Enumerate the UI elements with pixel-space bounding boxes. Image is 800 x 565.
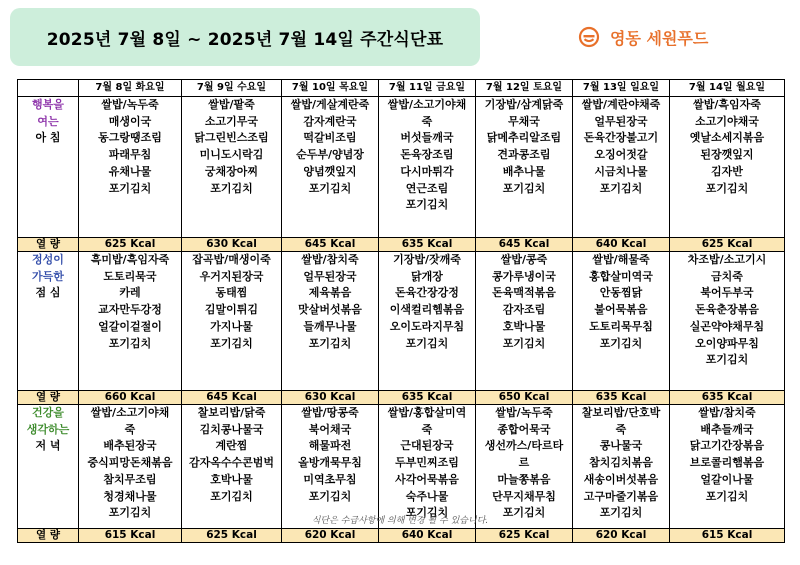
calorie-value: 630 Kcal — [282, 391, 379, 405]
menu-item: 쌀밥/땅콩죽 — [301, 406, 359, 419]
company-logo — [578, 22, 708, 52]
calorie-label: 열 량 — [18, 529, 79, 543]
menu-item: 배추나물 — [502, 164, 546, 178]
day-header: 7월 12일 토요일 — [476, 80, 573, 97]
menu-item: 쌀밥/녹두죽 — [101, 98, 159, 111]
day-header: 7월 8일 화요일 — [79, 80, 182, 97]
menu-item: 실곤약야채무침 — [689, 319, 765, 333]
calorie-row — [18, 391, 785, 405]
calorie-value: 640 Kcal — [573, 238, 670, 252]
meal-label — [18, 252, 79, 391]
meal-row — [18, 405, 785, 529]
menu-cell — [282, 252, 379, 391]
menu-item: 두부민찌조림 — [395, 456, 459, 470]
footnote: 식단은 수급사항에 의해 변경 될 수 있습니다. — [311, 516, 489, 526]
menu-item: 포기김치 — [705, 353, 749, 367]
menu-item: 떡갈비조림 — [303, 131, 357, 145]
meal-label-line: 정성이 — [32, 253, 64, 266]
title-banner — [10, 8, 480, 66]
menu-item: 미역초무침 — [303, 472, 357, 486]
menu-item: 미니도시락김 — [199, 148, 264, 162]
calorie-value: 625 Kcal — [670, 238, 785, 252]
calorie-value: 645 Kcal — [476, 238, 573, 252]
menu-item: 잡곡밥/매생이죽 — [192, 253, 271, 266]
menu-item: 금치죽 — [711, 269, 743, 283]
menu-item: 동그랑땡조림 — [98, 131, 162, 145]
menu-cell — [476, 97, 573, 238]
menu-item: 이색컬리헴볶음 — [389, 303, 465, 317]
menu-item: 포기김치 — [405, 506, 449, 520]
menu-item: 콩나물국 — [599, 439, 643, 453]
menu-item: 도토리묵무침 — [589, 319, 653, 333]
menu-item: 청경채나물 — [103, 489, 157, 503]
menu-item: 사각어묵볶음 — [395, 472, 459, 486]
menu-item: 포기김치 — [705, 181, 749, 195]
calorie-row — [18, 529, 785, 543]
menu-item: 버섯들깨국 — [400, 131, 454, 145]
menu-item: 김자반 — [711, 164, 743, 178]
menu-cell — [476, 252, 573, 391]
page-title: 2025년 7월 8일 ~ 2025년 7월 14일 주간식단표 — [46, 29, 444, 50]
calorie-value: 650 Kcal — [476, 391, 573, 405]
meal-label-line: 점 심 — [35, 286, 61, 300]
menu-item: 된장깻잎지 — [700, 148, 754, 162]
menu-item: 포기김치 — [599, 181, 643, 195]
menu-item: 북어채국 — [308, 422, 352, 436]
menu-item: 포기김치 — [210, 336, 253, 350]
menu-item: 종합어묵국 — [497, 422, 551, 436]
menu-item: 감자조림 — [502, 303, 546, 317]
menu-item: 소고기무국 — [204, 114, 259, 128]
menu-item: 오이도라지무침 — [389, 319, 465, 333]
menu-item: 계란찜 — [215, 439, 248, 453]
menu-item: 마늘쫑볶음 — [497, 472, 551, 486]
calorie-value: 625 Kcal — [476, 529, 573, 543]
menu-item: 쌀밥/게살계란죽 — [290, 98, 370, 111]
menu-item: 가지나물 — [210, 319, 253, 333]
calorie-value: 660 Kcal — [79, 391, 182, 405]
menu-item: 새송이버섯볶음 — [583, 472, 659, 486]
menu-item: 오이양파무침 — [695, 336, 759, 350]
calorie-value: 625 Kcal — [79, 238, 182, 252]
menu-item: 찰보리밥/닭죽 — [197, 406, 266, 419]
menu-item: 유채나물 — [108, 164, 152, 178]
meal-label-line: 건강을 — [32, 406, 64, 419]
menu-item: 중식피망돈채볶음 — [87, 456, 173, 470]
menu-item: 배추들깨국 — [700, 422, 754, 436]
menu-item: 포기김치 — [308, 489, 352, 503]
menu-item: 쌀밥/팥죽 — [208, 98, 255, 111]
menu-item: 돈육간장강정 — [395, 286, 459, 300]
menu-item: 감자계란국 — [303, 114, 357, 128]
menu-item: 연근조림 — [405, 181, 449, 195]
calorie-value: 645 Kcal — [282, 238, 379, 252]
calorie-value: 645 Kcal — [182, 391, 282, 405]
menu-item: 쌀밥/소고기야채 — [387, 98, 467, 111]
menu-item: 다시마튀각 — [400, 164, 454, 178]
menu-item: 차조밥/소고기시 — [687, 253, 767, 266]
menu-item: 닭그린빈스조림 — [194, 131, 269, 145]
calorie-value: 630 Kcal — [182, 238, 282, 252]
meal-row — [18, 252, 785, 391]
meal-label-line: 가득한 — [32, 269, 64, 283]
menu-item: 포기김치 — [210, 181, 253, 195]
meal-row — [18, 97, 785, 238]
menu-cell — [573, 97, 670, 238]
menu-item: 숙주나물 — [405, 489, 449, 503]
menu-item: 포기김치 — [599, 506, 643, 520]
day-header-row — [18, 80, 785, 97]
menu-item: 김말이튀김 — [204, 303, 259, 317]
menu-cell — [379, 97, 476, 238]
meal-label-line: 저 녁 — [35, 439, 61, 453]
menu-item: 감자옥수수콘범벅 — [188, 456, 274, 470]
menu-item: 돈육맥적볶음 — [492, 286, 556, 300]
menu-item: 배추된장국 — [103, 439, 157, 453]
day-header: 7월 9일 수요일 — [182, 80, 282, 97]
calorie-value: 625 Kcal — [182, 529, 282, 543]
calorie-value: 620 Kcal — [282, 529, 379, 543]
menu-item: 얼갈이겉절이 — [98, 319, 162, 333]
menu-item: 닭개장 — [411, 269, 443, 283]
calorie-value: 635 Kcal — [670, 391, 785, 405]
calorie-label: 열 량 — [18, 391, 79, 405]
menu-item: 무채국 — [508, 114, 540, 128]
calorie-value: 635 Kcal — [573, 391, 670, 405]
menu-item: 쌀밥/콩죽 — [500, 253, 548, 266]
menu-item: 포기김치 — [599, 336, 643, 350]
menu-item: 포기김치 — [502, 506, 546, 520]
day-header: 7월 14일 월요일 — [670, 80, 785, 97]
menu-item: 파래무침 — [108, 148, 152, 162]
menu-item: 시금치나물 — [594, 164, 648, 178]
menu-item: 포기김치 — [705, 489, 749, 503]
menu-item: 죽 — [421, 114, 433, 128]
menu-item: 포기김치 — [210, 489, 253, 503]
menu-item: 브로콜리햄볶음 — [689, 456, 765, 470]
menu-item: 올방개묵무침 — [298, 456, 362, 470]
menu-item: 옛날소세지볶음 — [689, 131, 765, 145]
menu-item: 제육볶음 — [308, 286, 352, 300]
menu-item: 돈육춘장볶음 — [695, 303, 759, 317]
menu-item: 동태찜 — [215, 286, 248, 300]
menu-item: 돈육간장불고기 — [583, 131, 659, 145]
menu-item: 쌀밥/참치죽 — [698, 406, 756, 419]
menu-item: 돈육장조림 — [400, 148, 454, 162]
menu-cell — [282, 97, 379, 238]
menu-item: 홍합살미역국 — [589, 269, 653, 283]
menu-item: 순두부/양념장 — [296, 148, 364, 162]
menu-item: 우거지된장국 — [199, 269, 264, 283]
day-header: 7월 10일 목요일 — [282, 80, 379, 97]
menu-cell — [476, 405, 573, 529]
menu-item: 포기김치 — [308, 181, 352, 195]
menu-item: 얼갈이나물 — [700, 472, 754, 486]
menu-item: 안동찜닭 — [599, 286, 643, 300]
menu-item: 오징어젓갈 — [594, 148, 648, 162]
menu-item: 쌀밥/녹두죽 — [495, 406, 553, 419]
menu-item: 참치무조림 — [103, 472, 157, 486]
menu-item: 흑미밥/흑임자죽 — [90, 253, 170, 266]
menu-item: 기장밥/잣깨죽 — [393, 253, 461, 266]
menu-item: 포기김치 — [108, 506, 152, 520]
menu-item: 포기김치 — [405, 336, 449, 350]
menu-item: 들깨무나물 — [303, 319, 357, 333]
calorie-value: 620 Kcal — [573, 529, 670, 543]
calorie-label: 열 량 — [18, 238, 79, 252]
meal-label-line: 아 침 — [35, 131, 61, 145]
menu-item: 얼무된장국 — [303, 269, 357, 283]
menu-item: 쌀밥/홍합살미역 — [387, 406, 467, 419]
menu-item: 포기김치 — [502, 181, 546, 195]
calorie-value: 635 Kcal — [379, 391, 476, 405]
meal-label — [18, 405, 79, 529]
menu-item: 콩가루냉이국 — [492, 269, 556, 283]
menu-item: 소고기야채국 — [695, 114, 759, 128]
calorie-value: 635 Kcal — [379, 238, 476, 252]
menu-item: 생선까스/타르타 — [484, 439, 564, 453]
menu-cell — [79, 97, 182, 238]
company-name: 영동 세원푸드 — [610, 28, 709, 48]
menu-item: 견과콩조림 — [497, 148, 551, 162]
menu-item: 참치김치볶음 — [589, 456, 653, 470]
meal-label — [18, 97, 79, 238]
corner-cell — [18, 80, 79, 97]
menu-cell — [282, 405, 379, 529]
menu-item: 양념깻잎지 — [303, 164, 357, 178]
menu-item: 포기김치 — [405, 198, 449, 212]
menu-item: 해물파전 — [308, 439, 352, 453]
meal-label-line: 여는 — [37, 114, 59, 128]
menu-item: 포기김치 — [108, 336, 152, 350]
menu-cell — [182, 405, 282, 529]
menu-item: 호박나물 — [502, 319, 546, 333]
menu-cell — [670, 97, 785, 238]
menu-item: 죽 — [615, 422, 627, 436]
menu-item: 김치콩나물국 — [199, 422, 264, 436]
menu-item: 쌀밥/소고기야채 — [90, 406, 170, 419]
menu-item: 맛살버섯볶음 — [298, 303, 362, 317]
menu-cell — [182, 252, 282, 391]
menu-item: 북어두부국 — [700, 286, 754, 300]
menu-item: 얼무된장국 — [594, 114, 648, 128]
menu-item: 죽 — [421, 422, 433, 436]
menu-item: 고구마줄기볶음 — [583, 489, 659, 503]
menu-item: 쌀밥/해물죽 — [592, 253, 650, 266]
menu-item: 도토리묵국 — [103, 269, 157, 283]
menu-item: 쌀밥/참치죽 — [301, 253, 359, 266]
menu-item: 포기김치 — [308, 336, 352, 350]
menu-cell — [670, 405, 785, 529]
weekly-menu-table — [17, 79, 785, 543]
menu-item: 교자만두강정 — [98, 303, 162, 317]
menu-cell — [379, 405, 476, 529]
menu-cell — [670, 252, 785, 391]
menu-item: 궁채장아찌 — [204, 164, 259, 178]
menu-item: 포기김치 — [502, 336, 546, 350]
calorie-row — [18, 238, 785, 252]
menu-item: 닭메추리알조림 — [486, 131, 562, 145]
smile-logo-icon — [578, 26, 600, 48]
menu-item: 르 — [518, 456, 530, 470]
menu-cell — [573, 405, 670, 529]
meal-label-line: 생각하는 — [26, 422, 70, 436]
menu-item: 포기김치 — [108, 181, 152, 195]
menu-item: 쌀밥/계란야채죽 — [581, 98, 661, 111]
menu-cell — [573, 252, 670, 391]
menu-item: 단무지채무침 — [492, 489, 556, 503]
calorie-value: 615 Kcal — [670, 529, 785, 543]
calorie-value: 640 Kcal — [379, 529, 476, 543]
day-header: 7월 11일 금요일 — [379, 80, 476, 97]
menu-item: 죽 — [124, 422, 136, 436]
menu-item: 기장밥/삼계닭죽 — [484, 98, 564, 111]
menu-cell — [79, 405, 182, 529]
menu-item: 쌀밥/흑임자죽 — [693, 98, 761, 111]
day-header: 7월 13일 일요일 — [573, 80, 670, 97]
menu-cell — [79, 252, 182, 391]
meal-label-line: 행복을 — [32, 98, 64, 111]
menu-item: 닭고기간장볶음 — [689, 439, 765, 453]
menu-cell — [379, 252, 476, 391]
menu-cell — [182, 97, 282, 238]
calorie-value: 615 Kcal — [79, 529, 182, 543]
menu-item: 매생이국 — [108, 114, 152, 128]
menu-item: 불어묵볶음 — [594, 303, 648, 317]
menu-item: 호박나물 — [210, 472, 253, 486]
menu-item: 근대된장국 — [400, 439, 454, 453]
menu-item: 찰보리밥/단호박 — [581, 406, 661, 419]
menu-item: 카레 — [119, 286, 141, 300]
